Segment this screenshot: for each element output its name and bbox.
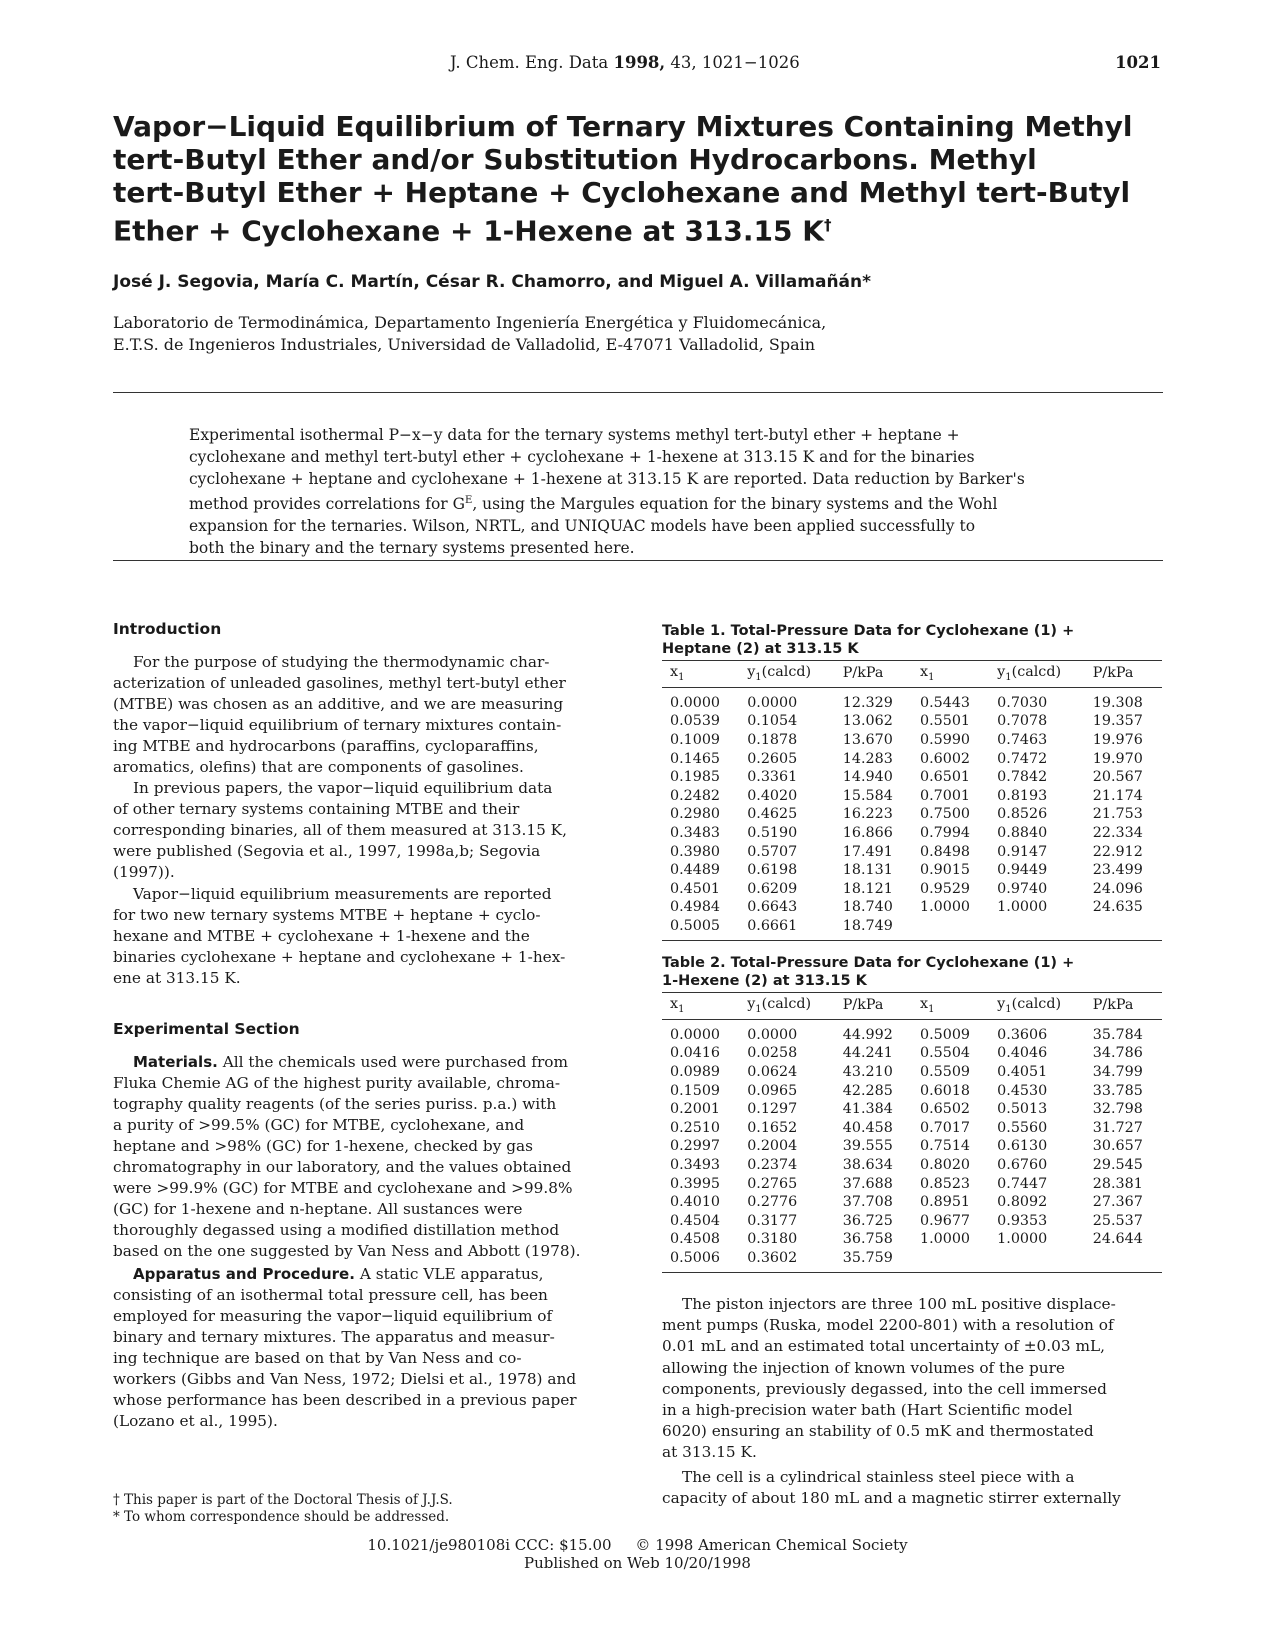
text-line: binaries cyclohexane + heptane and cyclohexane + 1-hex- (113, 948, 566, 966)
table-cell: 0.6198 (747, 862, 798, 879)
table-row (662, 1156, 1162, 1175)
abstract-line: Experimental isothermal P−x−y data for the ternary systems methyl tert-butyl ether + heptane + (189, 426, 960, 444)
table-row (662, 1063, 1162, 1082)
affiliation-line: Laboratorio de Termodinámica, Departamento Ingeniería Energética y Fluidomecánica, (113, 313, 827, 332)
table-cell: 36.758 (842, 1231, 893, 1248)
table-cell (989, 1249, 1085, 1272)
table-cell: 35.759 (842, 1249, 893, 1266)
table-row (662, 750, 1162, 769)
table-cell: 0.1878 (747, 732, 798, 749)
text-line: of other ternary systems containing MTBE and their (113, 800, 520, 818)
text-line: capacity of about 180 mL and a magnetic stirrer externally (662, 1488, 1121, 1507)
abstract-line: cyclohexane + heptane and cyclohexane + 1-hexene at 313.15 K are reported. Data reduction by Barker's (189, 470, 1025, 488)
table-cell: 15.584 (842, 787, 893, 804)
journal-year: 1998, (613, 53, 666, 72)
table-cell: 0.1652 (747, 1119, 798, 1136)
abstract-line: method provides correlations for $G^E$, using the Margules equation for the binary systems and the Wohl (189, 495, 998, 514)
column-header: $y_1(calcd)$ (989, 661, 1085, 688)
text-line: aromatics, olefins) that are components of gasolines. (113, 758, 524, 776)
table-cell: 28.381 (1092, 1175, 1143, 1192)
table-cell: 0.8092 (997, 1194, 1048, 1211)
column-header: P/kPa (1085, 661, 1162, 688)
runin-heading-materials: Materials. (133, 1053, 218, 1071)
table-cell: 0.5013 (997, 1101, 1048, 1118)
page-footer (0, 1536, 1275, 1572)
table-cell: 24.644 (1092, 1231, 1143, 1248)
section-heading-introduction: Introduction (113, 620, 222, 638)
table-cell: 40.458 (842, 1119, 893, 1136)
table-row (662, 1119, 1162, 1138)
table-row (662, 917, 1162, 940)
table-cell: 0.4020 (747, 787, 798, 804)
table-cell: 0.6760 (997, 1157, 1048, 1174)
table-cell: 32.798 (1092, 1101, 1143, 1118)
table-cell: 44.992 (842, 1026, 893, 1043)
caption-line: 1-Hexene (2) at 313.15 K (662, 973, 867, 989)
column-header: $x_1$ (662, 993, 739, 1020)
column-header: $x_1$ (912, 993, 989, 1020)
table-cell: 0.3180 (747, 1231, 798, 1248)
table-cell: 0.7463 (997, 732, 1048, 749)
table-cell: 19.976 (1092, 732, 1143, 749)
title-line (113, 209, 1173, 247)
table-cell: 22.334 (1092, 825, 1143, 842)
column-header: P/kPa (835, 661, 912, 688)
table-cell: 0.0000 (670, 694, 721, 711)
runin-heading-apparatus: Apparatus and Procedure. (133, 1265, 355, 1283)
table-cell: 16.866 (842, 825, 893, 842)
text-line: the vapor−liquid equilibrium of ternary mixtures contain- (113, 716, 562, 734)
table-cell: 19.357 (1092, 713, 1143, 730)
table-cell: 0.6018 (919, 1082, 971, 1099)
table-cell: 31.727 (1092, 1119, 1143, 1136)
table-header-row (662, 661, 1162, 688)
table-cell: 0.5504 (919, 1045, 971, 1062)
table-cell: 0.7447 (997, 1175, 1048, 1192)
text-line (113, 1264, 613, 1285)
table-cell: 0.9353 (997, 1212, 1048, 1229)
journal-name: J. Chem. Eng. Data (450, 53, 609, 72)
text-line: 6020) ensuring an stability of 0.5 mK and thermostated (662, 1422, 1094, 1441)
text-line: based on the one suggested by Van Ness and Abbott (1978). (113, 1242, 581, 1260)
table-cell: 0.3995 (670, 1175, 721, 1192)
footnotes (113, 1492, 453, 1526)
table-header-row (662, 993, 1162, 1020)
table-cell: 0.3483 (670, 825, 721, 842)
table-cell: 0.2374 (747, 1157, 798, 1174)
section-heading-experimental: Experimental Section (113, 1020, 300, 1038)
table-cell: 0.4489 (670, 862, 721, 879)
table-cell: 0.7001 (919, 787, 971, 804)
table-cell: 19.970 (1092, 750, 1143, 767)
table-cell: 0.5443 (919, 694, 971, 711)
table-row (662, 1082, 1162, 1101)
text-line: chromatography in our laboratory, and the values obtained (113, 1158, 572, 1176)
table-cell: 0.7842 (997, 769, 1048, 786)
table-cell: 13.062 (842, 713, 893, 730)
table-cell: 0.0000 (670, 1026, 721, 1043)
table-cell: 0.4010 (670, 1194, 721, 1211)
table-cell: 0.2980 (670, 806, 721, 823)
table-cell: 0.8193 (997, 787, 1048, 804)
table-cell: 22.912 (1092, 843, 1143, 860)
abstract-top-rule (113, 392, 1163, 393)
table-cell: 0.2997 (670, 1138, 721, 1155)
table-cell: 0.9015 (919, 862, 971, 879)
table-cell: 0.3361 (747, 769, 798, 786)
column-header: P/kPa (835, 993, 912, 1020)
table-cell: 0.4501 (670, 880, 721, 897)
table-cell: 14.283 (842, 750, 893, 767)
table-cell: 0.2776 (747, 1194, 798, 1211)
footer-published: Published on Web 10/20/1998 (524, 1554, 751, 1572)
table-row (662, 805, 1162, 824)
text-line: (MTBE) was chosen as an additive, and we are measuring (113, 695, 564, 713)
table-cell: 0.3980 (670, 843, 721, 860)
table-cell (912, 917, 989, 940)
column-header: $y_1(calcd)$ (739, 661, 835, 688)
table-cell: 19.308 (1092, 694, 1143, 711)
text-line-rest: All the chemicals used were purchased from (222, 1053, 568, 1071)
table-row (662, 1175, 1162, 1194)
table-cell: 0.5560 (997, 1119, 1048, 1136)
table-cell (989, 917, 1085, 940)
title-line: tert-Butyl Ether + Heptane + Cyclohexane and Methyl tert-Butyl (113, 176, 1131, 209)
table-1-caption (662, 622, 1162, 658)
title-line: Vapor−Liquid Equilibrium of Ternary Mixtures Containing Methyl (113, 110, 1133, 143)
text-line: heptane and >98% (GC) for 1-hexene, checked by gas (113, 1137, 533, 1155)
text-line: allowing the injection of known volumes of the pure (662, 1358, 1065, 1377)
table-cell (912, 1249, 989, 1272)
text-line: for two new ternary systems MTBE + heptane + cyclo- (113, 906, 541, 924)
table-row (662, 712, 1162, 731)
table-cell: 0.9740 (997, 880, 1048, 897)
table-cell: 0.2765 (747, 1175, 798, 1192)
intro-paragraph-1 (113, 652, 613, 778)
table-cell: 0.4504 (670, 1212, 721, 1229)
table-cell: 0.3493 (670, 1157, 721, 1174)
table-cell: 37.688 (842, 1175, 893, 1192)
text-line-rest: A static VLE apparatus, (359, 1265, 544, 1283)
table-row (662, 687, 1162, 712)
table-cell: 0.3177 (747, 1212, 798, 1229)
text-line: consisting of an isothermal total pressure cell, has been (113, 1286, 548, 1304)
table-cell: 0.0258 (747, 1045, 798, 1062)
table-cell: 0.0624 (747, 1064, 798, 1081)
journal-volume-pages: 43, 1021−1026 (670, 53, 800, 72)
abstract-line: both the binary and the ternary systems presented here. (189, 539, 635, 558)
table-cell: 0.9449 (997, 862, 1048, 879)
table-cell: 17.491 (842, 843, 893, 860)
table-cell: 33.785 (1092, 1082, 1143, 1099)
table-cell: 35.784 (1092, 1026, 1143, 1043)
table-cell: 0.6661 (747, 917, 798, 934)
table-row (662, 1100, 1162, 1119)
text-line (113, 1052, 613, 1073)
table-cell: 0.2482 (670, 787, 721, 804)
table-cell: 27.367 (1092, 1194, 1143, 1211)
table-cell: 30.657 (1092, 1138, 1143, 1155)
text-line: (1997)). (113, 863, 175, 881)
table-cell: 1.0000 (997, 899, 1048, 916)
table-cell: 0.4530 (997, 1082, 1048, 1099)
table-cell (1085, 1249, 1162, 1272)
footnote: † This paper is part of the Doctoral Thesis of J.J.S. (113, 1492, 453, 1508)
table-cell: 25.537 (1092, 1212, 1143, 1229)
title-dagger: † (823, 216, 832, 234)
table-cell: 0.0539 (670, 713, 721, 730)
table-row (662, 787, 1162, 806)
table-cell: 0.5501 (919, 713, 971, 730)
text-line: thoroughly degassed using a modified distillation method (113, 1221, 560, 1239)
table-cell: 0.8840 (997, 825, 1048, 842)
table-cell: 0.5009 (919, 1026, 971, 1043)
apparatus-paragraph (113, 1264, 613, 1432)
table-row (662, 1044, 1162, 1063)
table-cell: 0.6002 (919, 750, 971, 767)
table-1 (662, 660, 1162, 941)
table-row (662, 880, 1162, 899)
table-cell: 0.5990 (919, 732, 971, 749)
table-cell: 0.9529 (919, 880, 971, 897)
text-line: Fluka Chemie AG of the highest purity available, chroma- (113, 1074, 561, 1092)
table-cell: 18.121 (842, 880, 893, 897)
text-line: workers (Gibbs and Van Ness, 1972; Dielsi et al., 1978) and (113, 1370, 577, 1388)
intro-paragraph-3 (113, 884, 613, 989)
abstract-line: cyclohexane and methyl tert-butyl ether + cyclohexane + 1-hexene at 313.15 K and for the binaries (189, 448, 975, 466)
table-row (662, 843, 1162, 862)
table-cell: 0.7030 (997, 694, 1048, 711)
table-cell: 1.0000 (997, 1231, 1048, 1248)
table-cell: 18.749 (842, 917, 893, 934)
table-cell: 18.131 (842, 862, 893, 879)
table-cell: 0.8523 (919, 1175, 971, 1192)
table-cell: 0.9147 (997, 843, 1048, 860)
table-cell: 0.0000 (747, 694, 798, 711)
text-line: The piston injectors are three 100 mL positive displace- (682, 1295, 1116, 1313)
column-header: $x_1$ (662, 661, 739, 688)
table-cell: 0.4625 (747, 806, 798, 823)
caption-line: Heptane (2) at 313.15 K (662, 641, 859, 657)
paper-title (113, 110, 1173, 247)
text-line: ment pumps (Ruska, model 2200-801) with a resolution of (662, 1316, 1114, 1335)
table-row (662, 1249, 1162, 1272)
text-line: Vapor−liquid equilibrium measurements are reported (133, 885, 552, 903)
table-cell: 21.174 (1092, 787, 1143, 804)
table-cell: 0.4984 (670, 899, 721, 916)
table-cell: 34.799 (1092, 1064, 1143, 1081)
table-row (662, 898, 1162, 917)
table-cell: 0.8951 (919, 1194, 971, 1211)
table-cell: 0.0000 (747, 1026, 798, 1043)
author-list: José J. Segovia, María C. Martín, César R. Chamorro, and Miguel A. Villamañán* (113, 272, 872, 292)
table-row (662, 768, 1162, 787)
text-line: employed for measuring the vapor−liquid equilibrium of (113, 1307, 553, 1325)
table-cell: 42.285 (842, 1082, 893, 1099)
text-line: components, previously degassed, into the cell immersed (662, 1379, 1107, 1398)
table-row (662, 1212, 1162, 1231)
table-cell: 0.2001 (670, 1101, 721, 1118)
table-cell: 0.3602 (747, 1249, 798, 1266)
table-cell: 38.634 (842, 1157, 893, 1174)
abstract (189, 424, 1089, 559)
abstract-bottom-rule (113, 560, 1163, 561)
column-header: $y_1(calcd)$ (989, 993, 1085, 1020)
table-row (662, 861, 1162, 880)
footer-doi-copyright: 10.1021/je980108i CCC: $15.00 © 1998 American Chemical Society (367, 1536, 908, 1554)
table-cell: 1.0000 (919, 899, 971, 916)
table-cell: 0.1985 (670, 769, 721, 786)
table-cell: 0.6130 (997, 1138, 1048, 1155)
text-line: were published (Segovia et al., 1997, 1998a,b; Segovia (113, 842, 541, 860)
column-header: $x_1$ (912, 661, 989, 688)
table-cell: 21.753 (1092, 806, 1143, 823)
table-cell: 0.2605 (747, 750, 798, 767)
footnote: * To whom correspondence should be addressed. (113, 1509, 450, 1525)
table-cell: 24.635 (1092, 899, 1143, 916)
table-2-caption (662, 954, 1162, 990)
table-cell (1085, 917, 1162, 940)
text-line: whose performance has been described in a previous paper (113, 1391, 577, 1409)
intro-paragraph-2 (113, 778, 613, 883)
table-cell: 29.545 (1092, 1157, 1143, 1174)
table-cell: 0.0989 (670, 1064, 721, 1081)
table-cell: 12.329 (842, 694, 893, 711)
right-column-text (662, 1294, 1162, 1509)
table-cell: 0.5509 (919, 1064, 971, 1081)
table-cell: 0.9677 (919, 1212, 971, 1229)
affiliation (113, 312, 826, 356)
table-cell: 0.5005 (670, 917, 721, 934)
table-cell: 0.5006 (670, 1249, 721, 1266)
table-cell: 0.1054 (747, 713, 798, 730)
table-cell: 0.8498 (919, 843, 971, 860)
table-cell: 37.708 (842, 1194, 893, 1211)
column-header: P/kPa (1085, 993, 1162, 1020)
table-cell: 0.0965 (747, 1082, 798, 1099)
affiliation-line: E.T.S. de Ingenieros Industriales, Universidad de Valladolid, E-47071 Valladolid, Spain (113, 335, 816, 354)
table-cell: 39.555 (842, 1138, 893, 1155)
table-cell: 0.4508 (670, 1231, 721, 1248)
table-row (662, 1230, 1162, 1249)
text-line: a purity of >99.5% (GC) for MTBE, cyclohexane, and (113, 1116, 525, 1134)
title-line: tert-Butyl Ether and/or Substitution Hydrocarbons. Methyl (113, 143, 1037, 176)
table-2 (662, 992, 1162, 1273)
text-line: ing MTBE and hydrocarbons (paraffins, cycloparaffins, (113, 737, 539, 755)
table-cell: 43.210 (842, 1064, 893, 1081)
table-cell: 0.8020 (919, 1157, 971, 1174)
page-number: 1021 (1115, 53, 1161, 72)
text-line: For the purpose of studying the thermodynamic char- (133, 653, 550, 671)
text-line: in a high-precision water bath (Hart Scientific model (662, 1401, 1073, 1420)
caption-line: Table 2. Total-Pressure Data for Cyclohexane (1) + (662, 955, 1075, 971)
text-line: (Lozano et al., 1995). (113, 1412, 278, 1430)
text-line: In previous papers, the vapor−liquid equilibrium data (133, 779, 553, 797)
text-line: were >99.9% (GC) for MTBE and cyclohexane and >99.8% (113, 1179, 573, 1197)
table-row (662, 1193, 1162, 1212)
text-line: at 313.15 K. (662, 1443, 757, 1462)
table-cell: 0.7078 (997, 713, 1048, 730)
table-cell: 0.1465 (670, 750, 721, 767)
table-cell: 0.2510 (670, 1119, 721, 1136)
table-cell: 13.670 (842, 732, 893, 749)
table-cell: 16.223 (842, 806, 893, 823)
table-cell: 0.6209 (747, 880, 798, 897)
text-line: 0.01 mL and an estimated total uncertainty of ±0.03 mL, (662, 1337, 1106, 1356)
table-row (662, 1137, 1162, 1156)
table-cell: 20.567 (1092, 769, 1143, 786)
table-cell: 23.499 (1092, 862, 1143, 879)
table-cell: 18.740 (842, 899, 893, 916)
text-line: hexane and MTBE + cyclohexane + 1-hexene and the (113, 927, 530, 945)
table-cell: 14.940 (842, 769, 893, 786)
table-row (662, 731, 1162, 750)
text-line: acterization of unleaded gasolines, methyl tert-butyl ether (113, 674, 566, 692)
running-head (450, 53, 800, 72)
caption-line: Table 1. Total-Pressure Data for Cyclohexane (1) + (662, 623, 1075, 639)
table-cell: 0.7514 (919, 1138, 971, 1155)
materials-paragraph (113, 1052, 613, 1262)
table-cell: 0.7472 (997, 750, 1048, 767)
table-cell: 41.384 (842, 1101, 893, 1118)
table-cell: 0.7994 (919, 825, 971, 842)
table-cell: 0.1509 (670, 1082, 721, 1099)
table-row (662, 824, 1162, 843)
text-line: corresponding binaries, all of them measured at 313.15 K, (113, 821, 567, 839)
table-cell: 44.241 (842, 1045, 893, 1062)
text-line: The cell is a cylindrical stainless steel piece with a (682, 1467, 1075, 1486)
table-cell: 1.0000 (919, 1231, 971, 1248)
table-cell: 0.2004 (747, 1138, 798, 1155)
table-cell: 0.7017 (919, 1119, 971, 1136)
column-header: $y_1(calcd)$ (739, 993, 835, 1020)
table-cell: 0.1297 (747, 1101, 798, 1118)
table-cell: 0.4046 (997, 1045, 1048, 1062)
table-cell: 0.1009 (670, 732, 721, 749)
table-cell: 34.786 (1092, 1045, 1143, 1062)
table-cell: 0.5190 (747, 825, 798, 842)
table-cell: 0.6502 (919, 1101, 971, 1118)
text-line: ing technique are based on that by Van Ness and co- (113, 1349, 522, 1367)
table-cell: 0.6643 (747, 899, 798, 916)
table-cell: 0.4051 (997, 1064, 1048, 1081)
table-row (662, 1019, 1162, 1044)
table-cell: 0.6501 (919, 769, 971, 786)
table-cell: 0.8526 (997, 806, 1048, 823)
table-cell: 36.725 (842, 1212, 893, 1229)
text-line: binary and ternary mixtures. The apparatus and measur- (113, 1328, 555, 1346)
table-cell: 0.0416 (670, 1045, 721, 1062)
table-cell: 24.096 (1092, 880, 1143, 897)
abstract-line: expansion for the ternaries. Wilson, NRTL, and UNIQUAC models have been applied successfully to (189, 517, 976, 536)
table-cell: 0.5707 (747, 843, 798, 860)
text-line: (GC) for 1-hexene and n-heptane. All sustances were (113, 1200, 523, 1218)
table-cell: 0.7500 (919, 806, 971, 823)
text-line: tography quality reagents (of the series puriss. p.a.) with (113, 1095, 557, 1113)
title-line-text: Ether + Cyclohexane + 1-Hexene at 313.15 K (113, 214, 824, 248)
text-line: ene at 313.15 K. (113, 969, 241, 987)
table-cell: 0.3606 (997, 1026, 1048, 1043)
